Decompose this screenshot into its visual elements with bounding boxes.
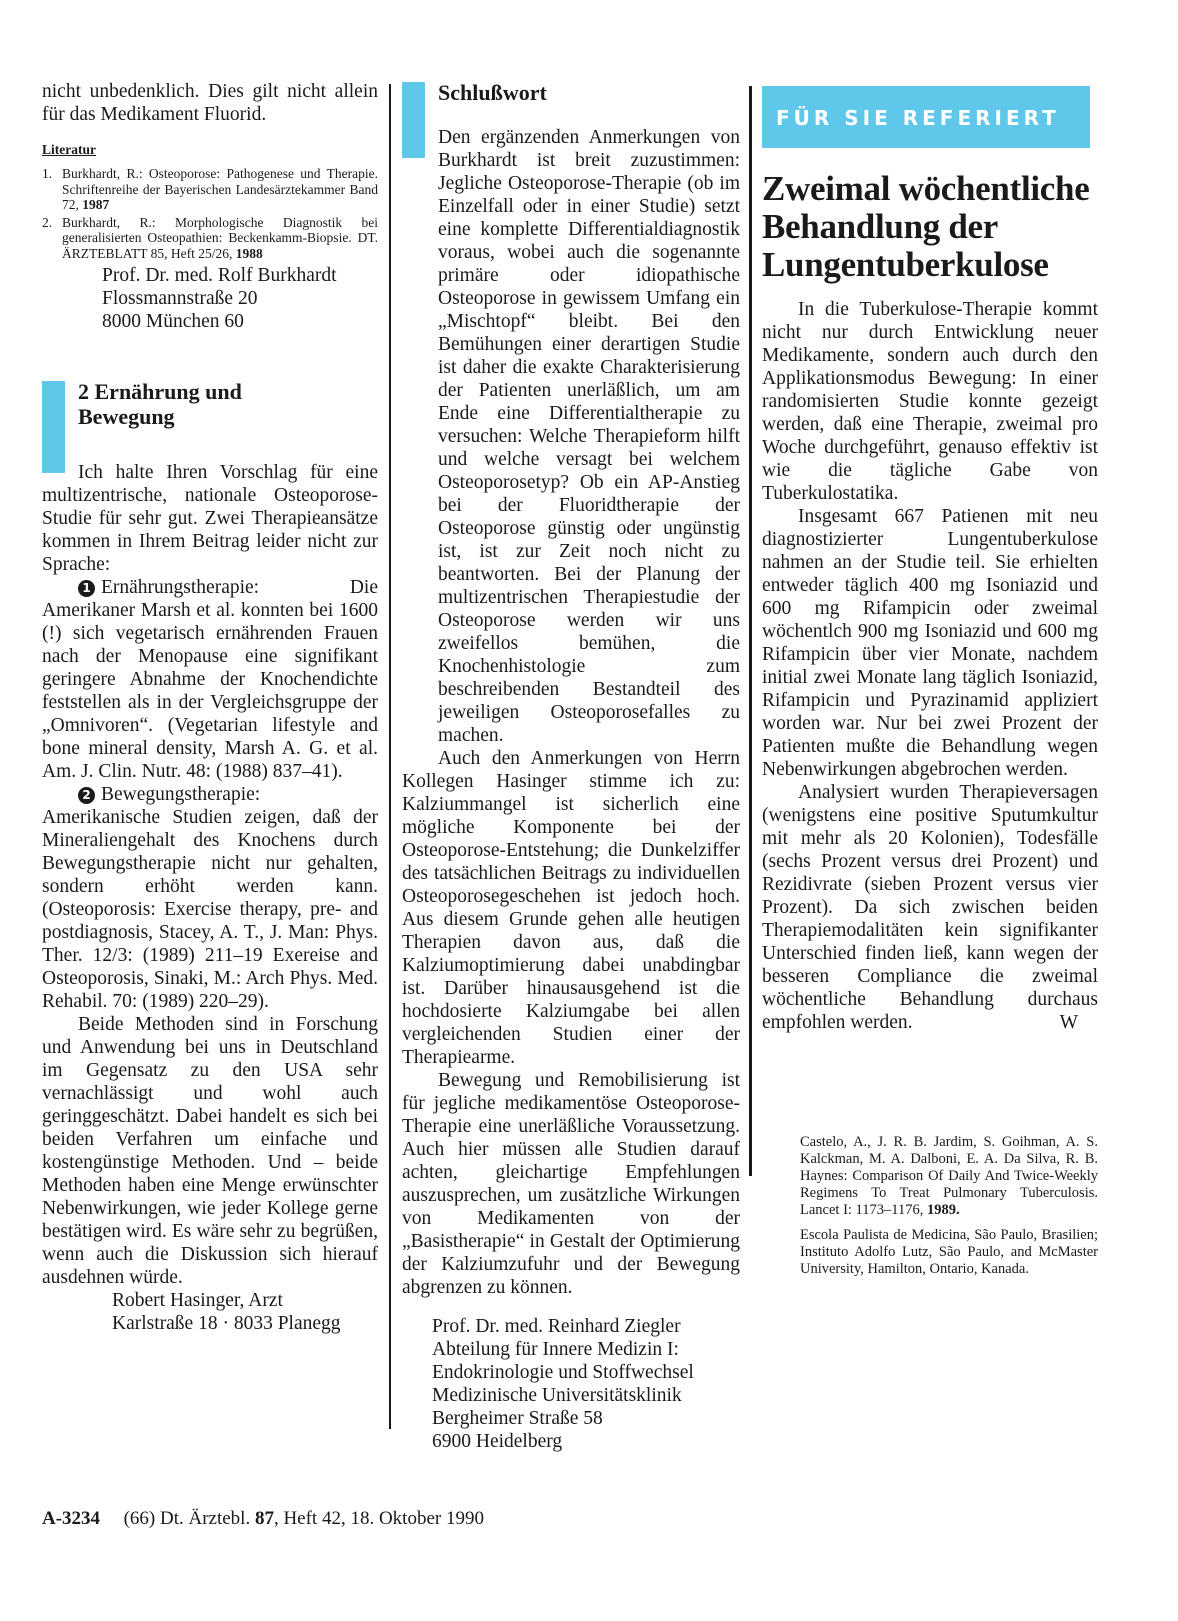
paragraph: Bewegung und Remobilisierung ist für jegliche medikamentöse Osteoporose-Therapie eine unerläßliche Voraussetzung. Auch hier müssen alle Studien darauf achten, gleichartige Empfehlungen auszusprechen, um zusätzliche Wirkungen von Medikamenten von der „Basistherapie“ in Gestalt der Optimierung der Kalziumzufuhr und der Bewegung abgrenzen zu können.	[402, 1070, 740, 1298]
paragraph-item-2	[42, 783, 378, 1013]
section-heading-block	[42, 379, 378, 429]
column-divider-left	[389, 84, 391, 1429]
column-middle	[402, 80, 740, 1453]
issue-date: , Heft 42, 18. Oktober 1990	[273, 1508, 484, 1529]
page-footer	[42, 1508, 484, 1530]
accent-bar	[402, 82, 425, 158]
source-citation	[800, 1134, 1098, 1219]
reference-item	[42, 215, 378, 262]
paragraph-item-1	[42, 576, 378, 783]
reference-year: 1987	[82, 197, 110, 212]
paragraph	[762, 781, 1098, 1034]
signature-line: 8000 München 60	[102, 311, 244, 332]
signature-line: Bergheimer Straße 58	[432, 1408, 603, 1429]
section-heading-line: 2 Ernährung und	[78, 379, 242, 404]
signature-hasinger	[112, 1289, 378, 1335]
signature-line: Flossmannstraße 20	[102, 288, 258, 309]
signature-burkhardt	[102, 264, 378, 333]
signature-line: 6900 Heidelberg	[432, 1431, 563, 1452]
closing-heading: Schlußwort	[438, 80, 547, 105]
banner-label: FÜR SIE REFERIERT	[776, 106, 1060, 130]
signature-line: Abteilung für Innere Medizin I:	[432, 1339, 679, 1360]
number-circle-icon: 1	[78, 580, 95, 597]
reference-year: 1988	[235, 245, 263, 261]
signature-line: Robert Hasinger, Arzt	[112, 1290, 283, 1311]
paragraph: Beide Methoden sind in Forschung und Anwendung bei uns in Deutschland im Gegensatz zu den USA sehr vernachlässigt und wohl auch geringgeschätzt. Dabei handelt es sich bei beiden Verfahren um einfache und kostengünstige Methoden. Und – beide Methoden haben eine Menge erwünschter Nebenwirkungen, wie jeder Kollege gerne bestätigen wird. Es wäre sehr zu begrüßen, wenn auch die Diskussion sich hierauf ausdehnen würde.	[42, 1014, 378, 1288]
article-headline: Zweimal wöchentliche Behandlung der Lungentuberkulose	[762, 169, 1090, 284]
literature-heading: Literatur	[42, 142, 96, 157]
reference-text: Burkhardt, R.: Morphologische Diagnostik bei generalisierten Osteopathien: Beckenkamm-Biopsie. DT. ÄRZTEBLATT 85, Heft 25/26,	[62, 214, 378, 261]
signature-ziegler	[432, 1315, 740, 1453]
item-text: Ernährungstherapie: Die Amerikaner Marsh et al. konnten bei 1600 (!) sich vegetarisch ernährenden Frauen nach der Menopause eine signifikant geringere Abnahme der Knochendichte feststellen als in der Vergleichsgruppe der „Omnivoren“. (Vegetarian lifestyle and bone mineral density, Marsh A. G. et al. Am. J. Clin. Nutr. 48: (1988) 837–41).	[42, 577, 378, 782]
author-mark: W	[1059, 1012, 1078, 1033]
paragraph: Auch den Anmerkungen von Herrn Kollegen Hasinger stimme ich zu: Kalziummangel ist sicherlich eine mögliche Komponente bei der Osteoporose-Entstehung; die Dunkelziffer des tatsächlichen Beitrags zu individuellen Osteoporosegeschehen ist jedoch hoch. Aus diesem Grunde gehen alle heutigen Therapien davon aus, daß die Kalziumoptimierung dabei unabdingbar ist. Darüber hinausausgehend ist die hochdosierte Kalziumgabe bei allen vergleichenden Studien einer der Therapiearme.	[402, 748, 740, 1068]
intro-text: nicht unbedenklich. Dies gilt nicht allein für das Medikament Fluorid.	[42, 81, 378, 125]
signature-line: Prof. Dr. med. Reinhard Ziegler	[432, 1316, 681, 1337]
paragraph: In die Tuberkulose-Therapie kommt nicht nur durch Entwicklung neuer Medikamente, sondern auch durch den Applikationsmodus Bewegung: In einer randomisierten Studie konnte gezeigt werden, daß eine Therapie, zweimal pro Woche durchgeführt, genauso effektiv ist wie die tägliche Gabe von Tuberkulostatika.	[762, 299, 1098, 504]
reference-list	[42, 166, 378, 261]
citation-text: Castelo, A., J. R. B. Jardim, S. Goihman, A. S. Kalckman, M. A. Dalboni, E. A. Da Silva, R. B. Haynes: Comparison Of Daily And Twice-Weekly Regimens To Treat Pulmonary Tuberculosis. Lancet I: 1173–1176,	[800, 1134, 1098, 1218]
signature-line: Endokrinologie und Stoffwechsel	[432, 1362, 694, 1383]
reference-text: Burkhardt, R.: Osteoporose: Pathogenese und Therapie. Schriftenreihe der Bayerischen Landesärztekammer Band 72,	[62, 166, 378, 212]
reference-number: 1.	[42, 166, 53, 181]
reference-item	[42, 166, 378, 213]
citation-year: 1989.	[926, 1202, 960, 1218]
paragraph: Den ergänzenden Anmerkungen von Burkhardt ist breit zuzustimmen: Jegliche Osteoporose-Therapie (ob im Einzelfall oder in einer Studie) setzt eine komplette Differentialdiagnostik voraus, wobei auch die sogenannte primäre oder idiopathische Osteoporose in gewissem Umfang ein „Mischtopf“ bleibt. Bei den Bemühungen einer derartigen Studie ist daher die exakte Charakterisierung der Patienten unerläßlich, um am Ende eine Differentialtherapie zu versuchen: Welche Therapieform hilft und welche versagt bei welchem Osteoporosetyp? Ob ein AP-Anstieg bei der Fluoridtherapie der Osteoporose günstig oder ungünstig ist, ist zur Zeit noch nicht zu beantworten. Bei der Planung der multizentrischen Therapiestudie der Osteoporose werden wir uns zweifellos bemühen, die Knochenhistologie zum beschreibenden Bestandteil des jeweiligen Osteoporosefalles zu machen.	[438, 127, 740, 746]
signature-line: Prof. Dr. med. Rolf Burkhardt	[102, 265, 337, 286]
section-heading-line: Bewegung	[78, 404, 175, 429]
closing-heading-block	[402, 80, 740, 747]
volume-number: 87	[254, 1508, 274, 1529]
page-code: A-3234	[42, 1508, 101, 1529]
journal-ref: (66) Dt. Ärztebl.	[123, 1508, 251, 1529]
reference-number: 2.	[42, 214, 53, 230]
accent-bar	[42, 381, 65, 473]
section-banner	[762, 86, 1090, 148]
paragraph: Ich halte Ihren Vorschlag für eine multizentrische, nationale Osteoporose-Studie für sehr gut. Zwei Therapieansätze kommen in Ihrem Beitrag leider nicht zur Sprache:	[42, 462, 378, 575]
item-text: Bewegungstherapie: Amerikanische Studien zeigen, daß der Mineraliengehalt des Knochens durch Bewegungstherapie nicht nur gehalten, sondern erhöht werden kann. (Osteoporosis: Exercise therapy, pre- and postdiagnosis, Stacey, A. T., J. Man: Phys. Ther. 12/3: (1989) 211–19 Exereise and Osteoporosis, Sinaki, M.: Arch Phys. Med. Rehabil. 70: (1989) 220–29).	[42, 784, 378, 1012]
signature-line: Medizinische Universitätsklinik	[432, 1385, 682, 1406]
author-affiliation: Escola Paulista de Medicina, São Paulo, Brasilien; Instituto Adolfo Lutz, São Paulo, and McMaster University, Hamilton, Ontario, Kanada.	[800, 1227, 1098, 1277]
column-left	[42, 80, 378, 1335]
paragraph: Insgesamt 667 Patienen mit neu diagnostizierter Lungentuberkulose nahmen an der Studie teil. Sie erhielten entweder täglich 400 mg Isoniazid und 600 mg Rifampicin oder zweimal wöchentlch 900 mg Isoniazid und 600 mg Rifampicin über vier Monate, nachdem initial zwei Monate lang täglich Isoniazid, Rifampicin und Pyrazinamid appliziert worden war. Nur bei zwei Prozent der Patienten mußte die Behandlung wegen Nebenwirkungen abgebrochen werden.	[762, 506, 1098, 780]
signature-line: Karlstraße 18 · 8033 Planegg	[112, 1313, 341, 1334]
column-divider-right	[749, 86, 752, 1176]
column-right	[762, 170, 1098, 1278]
paragraph-text: Analysiert wurden Therapieversagen (wenigstens eine positive Sputumkultur mit mehr als 20 Kolonien), Todesfälle (sechs Prozent versus drei Prozent) und Rezidivrate (sieben Prozent versus vier Prozent). Da sich zwischen beiden Therapiemodalitäten kein signifikanter Unterschied finden ließ, kann wegen der besseren Compliance die zweimal wöchentliche Behandlung durchaus empfohlen werden.	[762, 782, 1098, 1033]
section-heading	[78, 379, 378, 429]
number-circle-icon: 2	[78, 787, 95, 804]
